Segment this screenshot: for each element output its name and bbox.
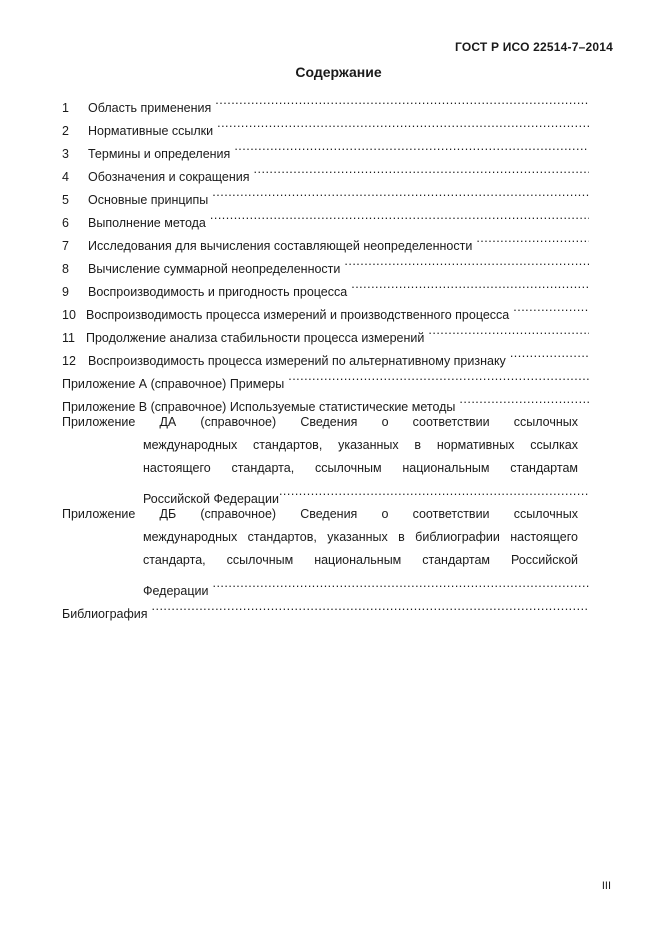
word: Сведения [300, 415, 358, 429]
dot-leader [234, 135, 589, 158]
word: стандарта, [231, 461, 295, 475]
word: библиографии [415, 530, 500, 544]
word: настоящего [143, 461, 211, 475]
word: нормативных [436, 438, 515, 452]
annex-db-line-3 [62, 549, 578, 572]
toc-annex-da[interactable] [62, 411, 589, 506]
dot-leader [217, 112, 589, 135]
word: ссылочным [314, 461, 382, 475]
word: национальным [314, 553, 402, 567]
toc-annex-db[interactable] [62, 503, 589, 598]
toc-item-label: Исследования для вычисления составляющей неопределенности [88, 239, 473, 253]
toc-item-label: Федерации [143, 584, 209, 598]
dot-leader [459, 388, 589, 411]
dot-leader [212, 572, 589, 595]
word: ДБ [159, 507, 177, 521]
toc-item-number: 12 [62, 354, 76, 368]
annex-da-line-2 [62, 434, 578, 457]
word: (справочное) [200, 507, 277, 521]
toc-item-number: 5 [62, 193, 69, 207]
annex-da-line-3 [62, 457, 578, 480]
dot-leader [513, 296, 589, 319]
dot-leader [344, 250, 589, 273]
word: Приложение [62, 415, 136, 429]
dot-leader [254, 158, 589, 181]
toc-item-number: 1 [62, 101, 69, 115]
word: указанных [338, 438, 399, 452]
toc-item-number: 6 [62, 216, 69, 230]
dot-leader [351, 273, 589, 296]
word: соответствии [412, 415, 490, 429]
toc-item-label: Воспроизводимость процесса измерений по альтернативному признаку [88, 354, 506, 368]
word: международных [143, 530, 238, 544]
toc-item-number: 7 [62, 239, 69, 253]
annex-da-line-4 [62, 480, 589, 506]
toc-bibliography[interactable] [62, 595, 589, 621]
word: Российской [511, 553, 578, 567]
toc-item-label: Обозначения и сокращения [88, 170, 250, 184]
word: указанных [327, 530, 388, 544]
word: ссылочным [226, 553, 294, 567]
toc-item-label: Термины и определения [88, 147, 231, 161]
dot-leader [476, 227, 589, 250]
word: ДА [159, 415, 177, 429]
word: (справочное) [200, 415, 277, 429]
word: о [381, 415, 389, 429]
dot-leader [279, 480, 589, 503]
toc-item-label: Вычисление суммарной неопределенности [88, 262, 341, 276]
toc-item-number: 8 [62, 262, 69, 276]
toc-item-label: Нормативные ссылки [88, 124, 214, 138]
word: стандарта, [143, 553, 206, 567]
word: стандартов, [247, 530, 317, 544]
word: международных [143, 438, 238, 452]
toc-item-label: Российской Федерации [143, 492, 279, 506]
dot-leader [288, 365, 589, 388]
word: настоящего [510, 530, 578, 544]
dot-leader [152, 595, 589, 618]
toc-item-number: 2 [62, 124, 69, 138]
toc-item-label: Основные принципы [88, 193, 209, 207]
word: о [381, 507, 389, 521]
word: ссылочных [513, 415, 578, 429]
toc-item-number: 10 [62, 308, 76, 322]
standard-code: ГОСТ Р ИСО 22514-7–2014 [454, 40, 613, 54]
toc-item-number: 3 [62, 147, 69, 161]
toc-item-label: Область применения [88, 101, 212, 115]
word: ссылках [530, 438, 578, 452]
annex-db-line-1 [62, 503, 578, 526]
toc-item[interactable] [62, 89, 589, 115]
word: стандартам [510, 461, 578, 475]
page-title: Содержание [295, 64, 382, 80]
table-of-contents [62, 89, 589, 621]
toc-item-number: 9 [62, 285, 69, 299]
toc-item-label: Воспроизводимость и пригодность процесса [88, 285, 348, 299]
dot-leader [428, 319, 589, 342]
toc-item-label: Библиография [62, 607, 148, 621]
dot-leader [210, 204, 589, 227]
annex-db-line-2 [62, 526, 578, 549]
word: в [414, 438, 422, 452]
word: в [398, 530, 405, 544]
toc-item-label: Выполнение метода [88, 216, 206, 230]
dot-leader [510, 342, 589, 365]
word: Приложение [62, 507, 136, 521]
dot-leader [215, 89, 589, 112]
toc-item-label: Продолжение анализа стабильности процесса измерений [86, 331, 425, 345]
toc-item-label: Воспроизводимость процесса измерений и производственного процесса [86, 308, 510, 322]
dot-leader [212, 181, 589, 204]
page-number: III [601, 880, 611, 892]
word: соответствии [412, 507, 490, 521]
toc-item-number: 11 [62, 331, 75, 345]
toc-item-label: Приложение В (справочное) Используемые статистические методы [62, 400, 456, 414]
annex-db-line-4 [62, 572, 589, 598]
word: стандартам [422, 553, 491, 567]
toc-item-label: Приложение А (справочное) Примеры [62, 377, 285, 391]
word: ссылочных [513, 507, 578, 521]
word: Сведения [300, 507, 358, 521]
toc-item-number: 4 [62, 170, 69, 184]
word: стандартов, [253, 438, 323, 452]
word: национальным [402, 461, 490, 475]
